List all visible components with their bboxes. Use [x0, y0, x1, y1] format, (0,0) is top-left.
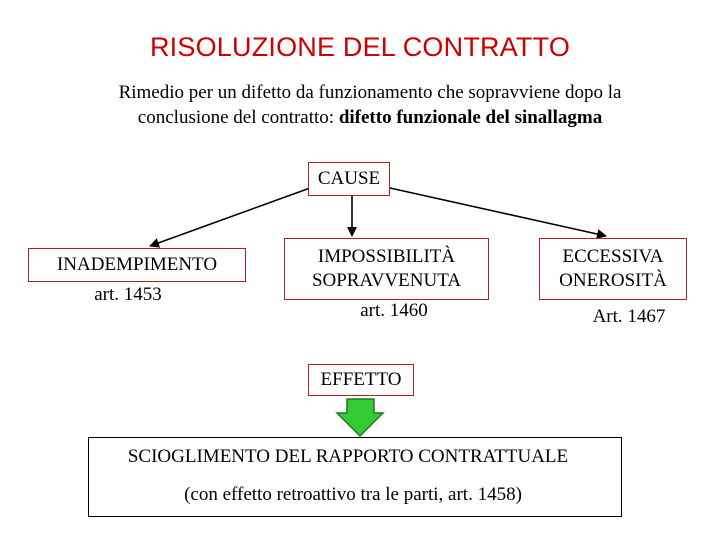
- cause-box: CAUSE: [308, 162, 390, 196]
- onerosita-line-1: ECCESSIVA: [562, 246, 664, 267]
- impossibilita-line-2: SOPRAVVENUTA: [311, 270, 462, 291]
- subtitle-line-1: Rimedio per un difetto da funzionamento che sopravviene dopo la: [118, 82, 622, 103]
- inadempimento-article: art. 1453: [94, 284, 162, 305]
- impossibilita-box: [284, 238, 489, 300]
- effetto-box: EFFETTO: [308, 364, 414, 396]
- subtitle-plain-text: conclusione del contratto:: [137, 107, 339, 128]
- impossibilita-article: art. 1460: [360, 300, 428, 321]
- down-arrow-icon: [337, 399, 383, 436]
- scioglimento-note: (con effetto retroattivo tra le parti, art. 1458): [184, 484, 522, 505]
- impossibilita-line-1: IMPOSSIBILITÀ: [317, 246, 456, 267]
- scioglimento-label: SCIOGLIMENTO DEL RAPPORTO CONTRATTUALE: [127, 446, 569, 467]
- page-title: RISOLUZIONE DEL CONTRATTO: [149, 32, 571, 62]
- subtitle-bold-text: difetto funzionale del sinallagma: [338, 107, 603, 128]
- onerosita-article: Art. 1467: [592, 306, 666, 327]
- onerosita-line-2: ONEROSITÀ: [559, 270, 667, 291]
- arrow-to-onerosita: [390, 188, 606, 236]
- inadempimento-box: INADEMPIMENTO: [28, 248, 246, 282]
- onerosita-box: [539, 238, 687, 300]
